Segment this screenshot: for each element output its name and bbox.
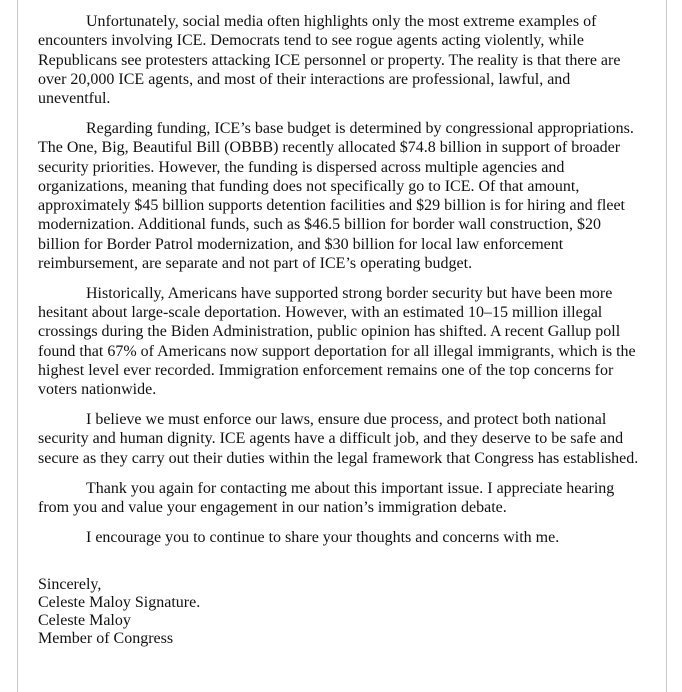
salutation: Sincerely, — [38, 575, 102, 593]
paragraph-thanks: Thank you again for contacting me about this important issue. I appreciate hearing from you and value your engagement in our nation’s immigration debate. — [38, 479, 615, 516]
letter-closing — [38, 576, 640, 648]
letter-page — [17, 0, 667, 692]
paragraph-funding: Regarding funding, ICE’s base budget is determined by congressional appropriations. The One, Big, Beautiful Bill (OBBB) recently allocated $74.8 billion in support of broader security priorities. However, the funding is dispersed across multiple agencies and organizations, meaning that funding does not specifically go to ICE. Of that amount, approximately $45 billion supports detention facilities and $29 billion is for hiring and fleet modernization. Additional funds, such as $46.5 billion for border wall construction, $20 billion for Border Patrol modernization, and $30 billion for local law enforcement reimbursement, are separate and not part of ICE’s operating budget. — [38, 119, 634, 273]
paragraph-belief: I believe we must enforce our laws, ensure due process, and protect both national security and human dignity. ICE agents have a difficult job, and they deserve to be safe and secure as they carry out their duties within the legal framework that Congress has established. — [38, 411, 639, 467]
paragraph-encourage: I encourage you to continue to share your thoughts and concerns with me. — [86, 528, 560, 546]
signer-title: Member of Congress — [38, 629, 174, 647]
letter-body — [38, 0, 640, 648]
signature-image-alt: Celeste Maloy Signature. — [38, 593, 201, 611]
paragraph-public-opinion: Historically, Americans have supported strong border security but have been more hesitant about large-scale deportation. However, with an estimated 10–15 million illegal crossings during the Biden Administration, public opinion has shifted. A recent Gallup poll found that 67% of Americans now support deportation for all illegal immigrants, which is the highest level ever recorded. Immigration enforcement remains one of the top concerns for voters nationwide. — [38, 284, 636, 399]
paragraph-social-media: Unfortunately, social media often highlights only the most extreme examples of encounters involving ICE. Democrats tend to see rogue agents acting violently, while Republicans see protesters attacking ICE personnel or property. The reality is that there are over 20,000 ICE agents, and most of their interactions are professional, lawful, and uneventful. — [38, 13, 621, 108]
signer-name: Celeste Maloy — [38, 611, 131, 629]
